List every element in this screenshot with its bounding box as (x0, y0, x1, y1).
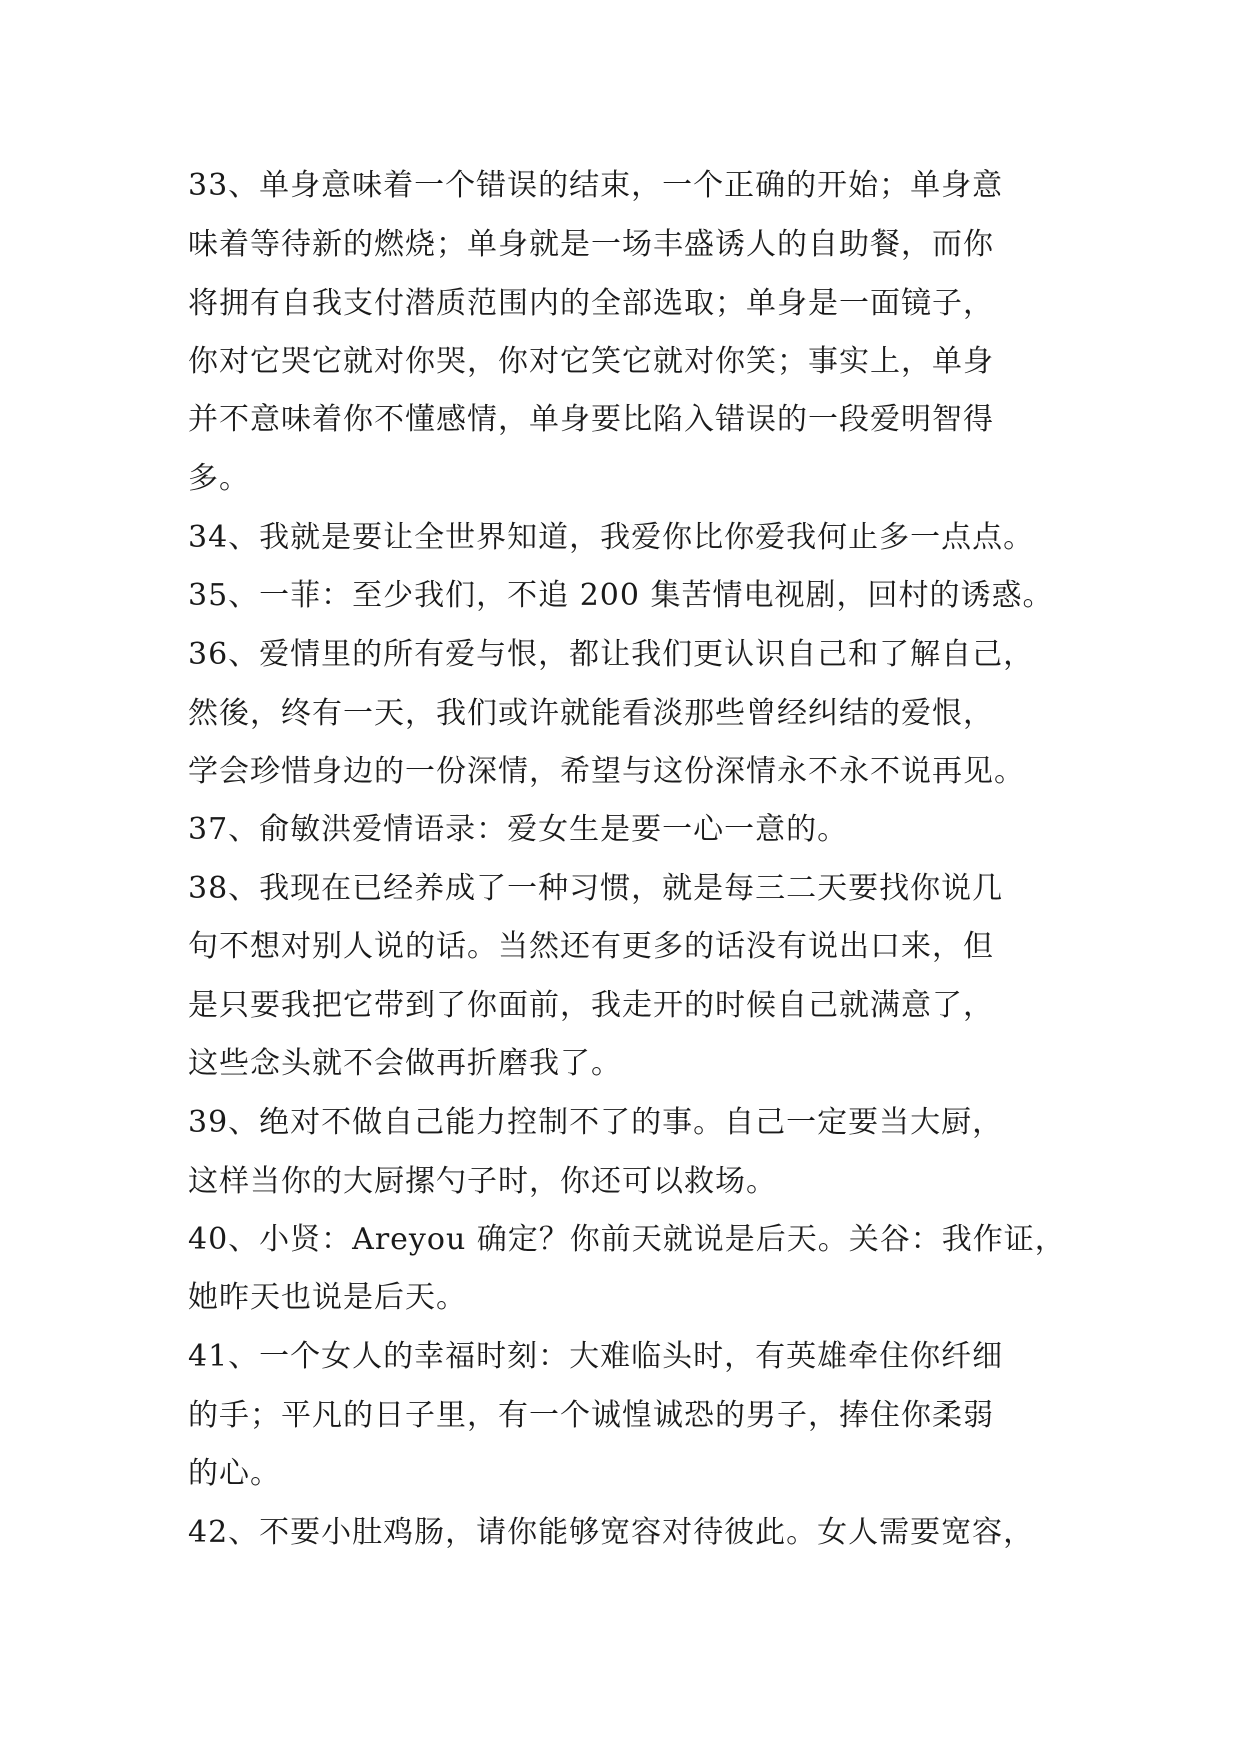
text-line: 38、我现在已经养成了一种习惯，就是每三二天要找你说几 (188, 871, 1004, 906)
text-line: 多。 (188, 461, 250, 496)
text-line: 是只要我把它带到了你面前，我走开的时候自己就满意了， (188, 988, 994, 1023)
text-line: 40、小贤：Areyou 确定？你前天就说是后天。关谷：我作证， (188, 1222, 1066, 1257)
text-line: 她昨天也说是后天。 (188, 1280, 467, 1315)
text-line: 37、俞敏洪爱情语录：爱女生是要一心一意的。 (188, 812, 849, 847)
text-line: 42、不要小肚鸡肠，请你能够宽容对待彼此。女人需要宽容， (188, 1515, 1035, 1550)
text-line: 35、一菲：至少我们，不追 200 集苦情电视剧，回村的诱惑。 (188, 578, 1054, 613)
text-line: 你对它哭它就对你哭，你对它笑它就对你笑；事实上，单身 (188, 344, 994, 379)
text-line: 41、一个女人的幸福时刻：大难临头时，有英雄牵住你纤细 (188, 1339, 1004, 1374)
text-line: 34、我就是要让全世界知道，我爱你比你爱我何止多一点点。 (188, 520, 1035, 555)
text-line: 将拥有自我支付潜质范围内的全部选取；单身是一面镜子， (188, 286, 994, 321)
text-line: 并不意味着你不懂感情，单身要比陷入错误的一段爱明智得 (188, 402, 994, 437)
text-line: 学会珍惜身边的一份深情，希望与这份深情永不永不说再见。 (188, 754, 1025, 789)
text-line: 39、绝对不做自己能力控制不了的事。自己一定要当大厨， (188, 1105, 1004, 1140)
text-line: 句不想对别人说的话。当然还有更多的话没有说出口来，但 (188, 929, 994, 964)
text-line: 这些念头就不会做再折磨我了。 (188, 1046, 622, 1081)
text-line: 的心。 (188, 1456, 281, 1491)
text-line: 的手；平凡的日子里，有一个诚惶诚恐的男子，捧住你柔弱 (188, 1398, 994, 1433)
text-line: 这样当你的大厨摞勺子时，你还可以救场。 (188, 1164, 777, 1199)
text-line: 然後，终有一天，我们或许就能看淡那些曾经纠结的爱恨， (188, 696, 994, 731)
text-line: 味着等待新的燃烧；单身就是一场丰盛诱人的自助餐，而你 (188, 227, 994, 262)
text-line: 33、单身意味着一个错误的结束，一个正确的开始；单身意 (188, 168, 1004, 203)
text-line: 36、爱情里的所有爱与恨，都让我们更认识自己和了解自己， (188, 637, 1035, 672)
